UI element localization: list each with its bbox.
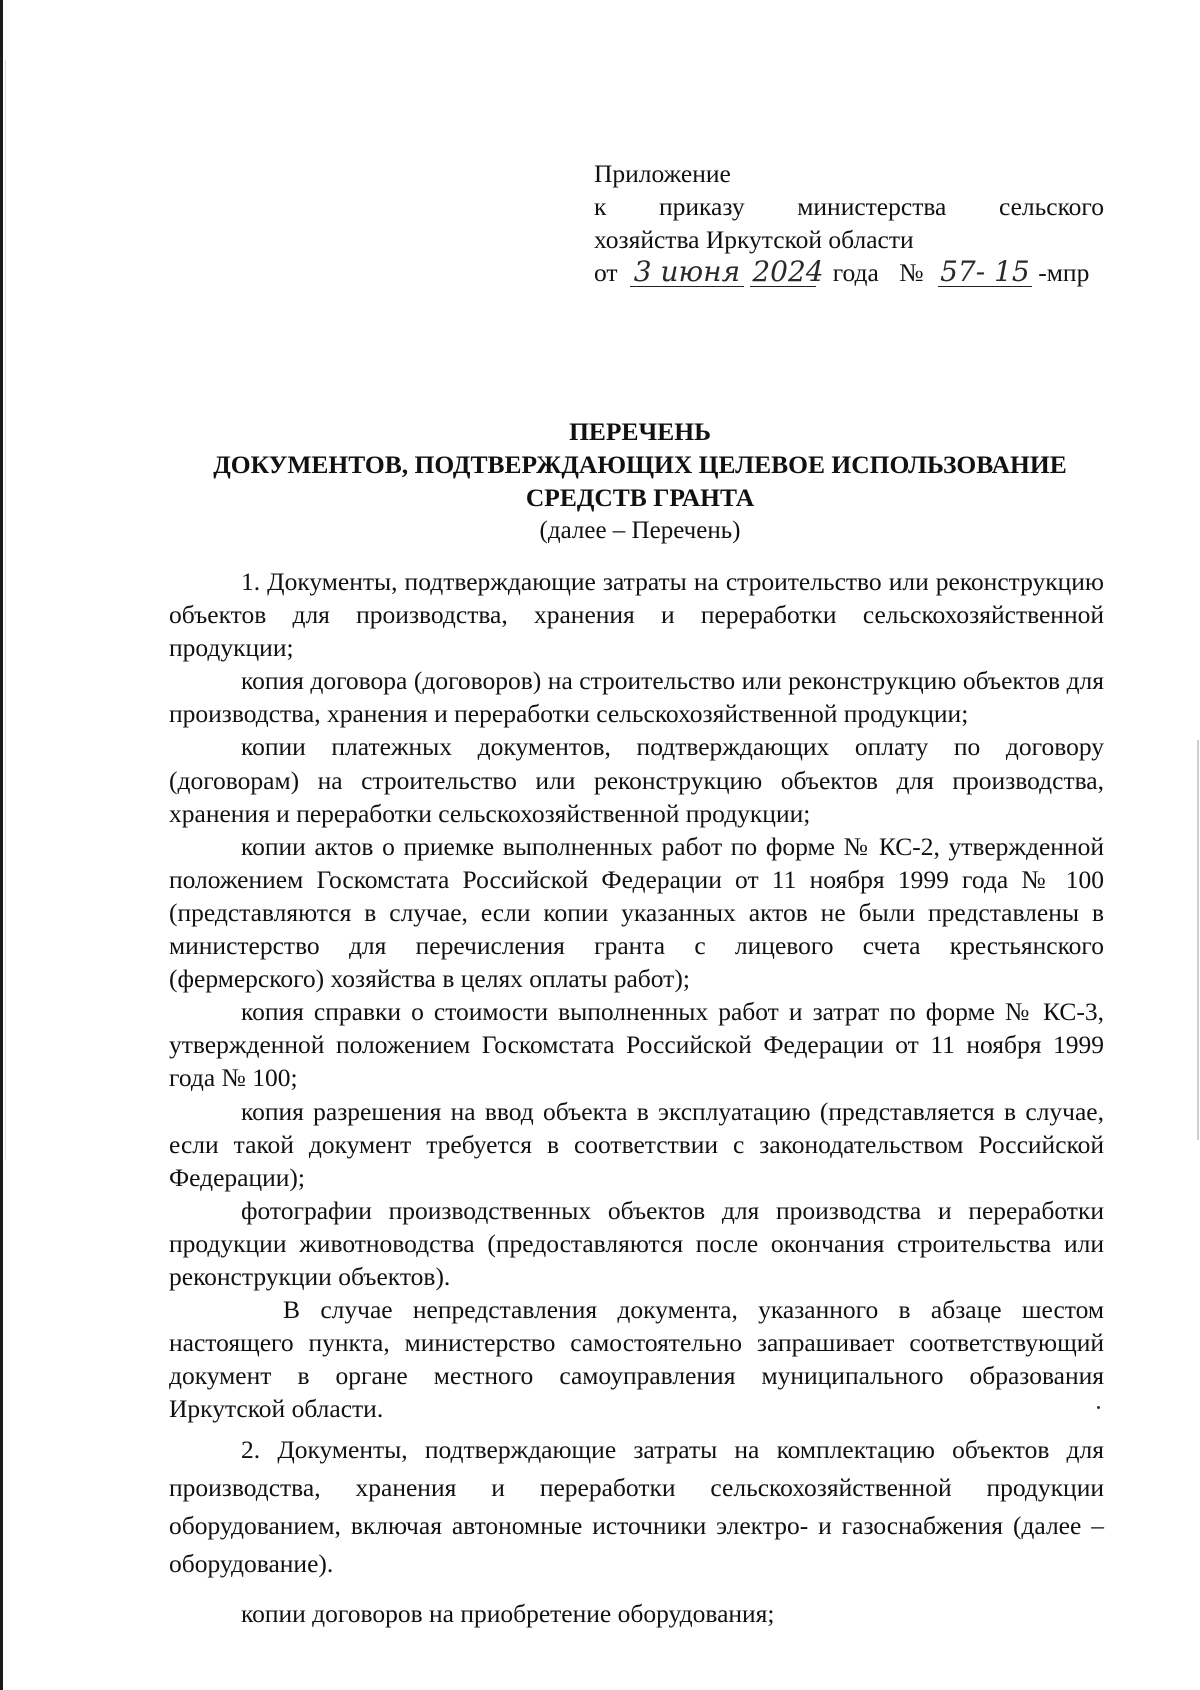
scan-speck [1097,1406,1100,1409]
handwritten-year: 2024 [752,255,824,288]
appendix-header [594,157,1104,289]
paragraph-8: В случае непредставления документа, указанного в абзаце шестом настоящего пункта, министерство самостоятельно запрашивает соответствующий документ в органе местного самоуправления муниципального образования Иркутской области. [169,1295,1104,1424]
handwritten-day: 3 июня [630,258,744,287]
paragraph-4: копии актов о приемке выполненных работ по форме № КС-2, утвержденной положением Госкомстата Российской Федерации от 11 ноября 1999 года № 100 (представляются в случае, если копии указанных актов не были представлены в министерство для перечисления гранта с лицевого счета крестьянского (фермерского) хозяйства в целях оплаты работ); [169,831,1104,994]
title-line-2: ДОКУМЕНТОВ, ПОДТВЕРЖДАЮЩИХ ЦЕЛЕВОЕ ИСПОЛЬЗОВАНИЕ [213,450,1067,479]
paragraph-5: копия справки о стоимости выполненных работ и затрат по форме № КС-3, утвержденной положением Госкомстата Российской Федерации от 11 ноября 1999 года № 100; [169,997,1104,1093]
paragraph-6: копия разрешения на ввод объекта в эксплуатацию (представляется в случае, если такой документ требуется в соответствии с законодательством Российской Федерации); [169,1096,1104,1192]
paragraph-3: копии платежных документов, подтверждающих оплату по договору (договорам) на строительство или реконструкцию объектов для производства, хранения и переработки сельскохозяйственной продукции; [169,732,1104,828]
title-line-3: СРЕДСТВ ГРАНТА [525,483,755,512]
year-word: года [832,258,879,287]
title-subtitle: (далее – Перечень) [539,517,741,544]
paragraph-9: 2. Документы, подтверждающие затраты на комплектацию объектов для производства, хранения и переработки сельскохозяйственной продукции оборудованием, включая автономные источники электро- и газоснабжения (далее – оборудование). [169,1435,1104,1579]
date-prefix: от [594,258,618,287]
number-suffix: -мпр [1038,258,1090,287]
paragraph-1: 1. Документы, подтверждающие затраты на строительство или реконструкцию объектов для производства, хранения и переработки сельскохозяйственной продукции; [169,567,1104,663]
scan-left-edge [0,0,3,1690]
paragraph-2: копия договора (договоров) на строительство или реконструкцию объектов для производства, хранения и переработки сельскохозяйственной продукции; [169,666,1104,729]
appendix-ministry: хозяйства Иркутской области [594,225,914,254]
document-body [169,565,1104,1631]
document-title [150,415,1130,547]
appendix-label: Приложение [594,159,731,188]
title-line-1: ПЕРЕЧЕНЬ [569,417,711,446]
appendix-order-ref: к приказу министерства сельского [594,192,1105,221]
paragraph-10: копии договоров на приобретение оборудования; [241,1599,775,1629]
scan-right-shadow [1197,740,1199,1140]
number-sign: № [899,258,924,287]
handwritten-number: 57- 15 [938,258,1032,287]
order-date-number [594,256,1104,289]
paragraph-7: фотографии производственных объектов для производства и переработки продукции животноводства (предоставляются после окончания строительства или реконструкции объектов). [169,1195,1104,1291]
scan-left-shadow [5,60,6,1160]
